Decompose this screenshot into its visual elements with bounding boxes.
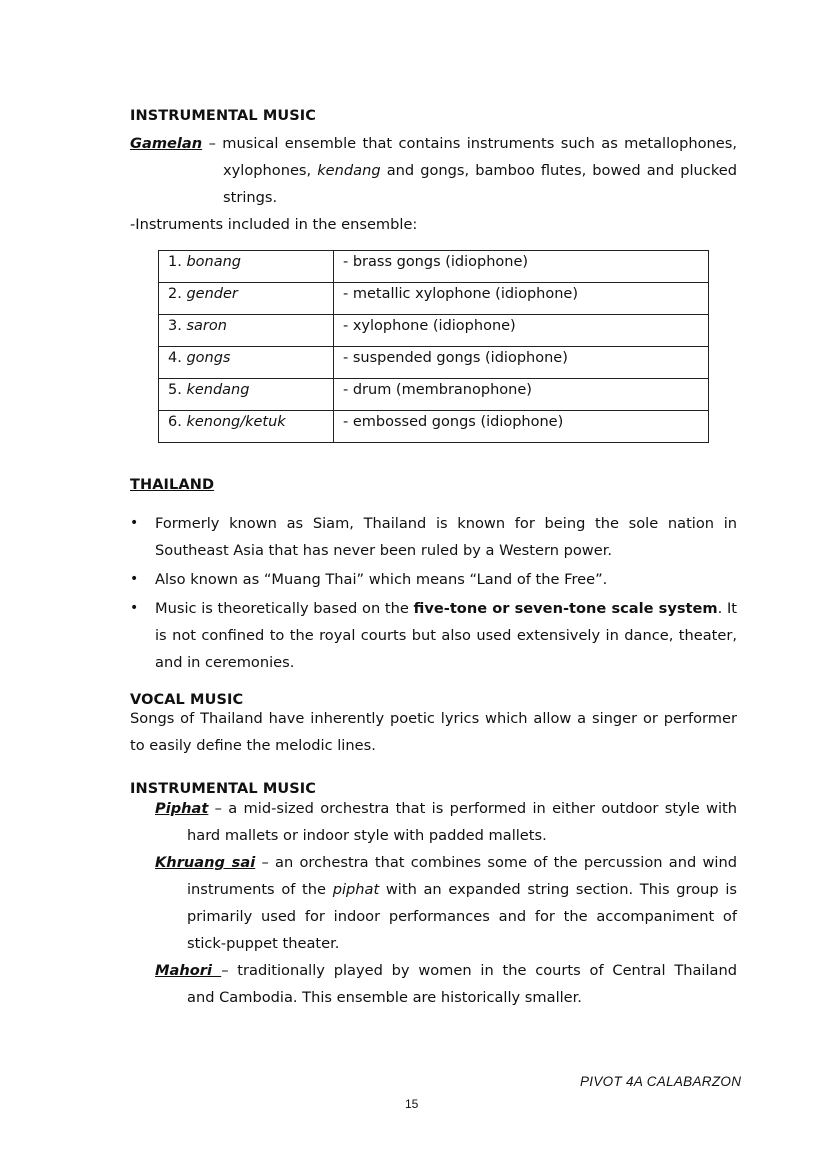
- instrument-name: gongs: [186, 350, 231, 366]
- khruang-line1: [155, 853, 737, 873]
- instrument-number: 1.: [168, 254, 187, 270]
- instrument-name-cell: [159, 411, 334, 443]
- instrument-description: - metallic xylophone (idiophone): [334, 283, 709, 315]
- bullet3-line1: [155, 599, 737, 619]
- vocal-music-heading: VOCAL MUSIC: [130, 692, 244, 708]
- instrument-row: [159, 315, 709, 347]
- gamelan-definition-line1: [130, 134, 737, 154]
- section-heading-instrumental-music: INSTRUMENTAL MUSIC: [130, 108, 317, 124]
- instrument-number: 4.: [168, 350, 187, 366]
- instrument-name: gender: [186, 286, 238, 302]
- instrument-number: 2.: [168, 286, 187, 302]
- gamelan-definition-line3: strings.: [223, 189, 278, 206]
- khruang-line2-text-b: with an expanded string section. This group is: [379, 881, 737, 898]
- instrument-number: 6.: [168, 414, 187, 430]
- bullet2: Also known as “Muang Thai” which means “Land of the Free”.: [155, 571, 608, 588]
- khruang-line2-text-a: instruments of the: [187, 881, 333, 898]
- gamelan-term: Gamelan: [130, 135, 203, 152]
- khruang-line4: stick-puppet theater.: [187, 935, 340, 952]
- instrument-name: kendang: [186, 382, 250, 398]
- gamelan-line2-text-a: xylophones,: [223, 162, 318, 179]
- instrument-name-cell: [159, 251, 334, 283]
- kendang-italic: kendang: [317, 162, 381, 179]
- instrument-row: [159, 347, 709, 379]
- instruments-table: [158, 250, 709, 443]
- instrument-description: - drum (membranophone): [334, 379, 709, 411]
- bullet-dot: •: [130, 600, 139, 616]
- vocal-line1: Songs of Thailand have inherently poetic lyrics which allow a singer or performer: [130, 710, 737, 727]
- bullet3-line2: is not confined to the royal courts but also used extensively in dance, theater,: [155, 627, 737, 644]
- bullet-dot: •: [130, 571, 139, 587]
- bullet-dot: •: [130, 515, 139, 531]
- piphat-definition-text: – a mid-sized orchestra that is performed in either outdoor style with: [208, 800, 737, 817]
- khruang-sai-term: Khruang sai: [155, 854, 256, 871]
- scale-system-bold: five-tone or seven-tone scale system: [413, 600, 718, 617]
- mahori-definition-text: – traditionally played by women in the courts of Central Thailand: [221, 962, 737, 979]
- instrument-name: saron: [186, 318, 227, 334]
- instrument-name-cell: [159, 379, 334, 411]
- section-heading-instrumental-music-thailand: INSTRUMENTAL MUSIC: [130, 781, 317, 797]
- instrument-name-cell: [159, 347, 334, 379]
- bullet1-line2: Southeast Asia that has never been ruled by a Western power.: [155, 542, 613, 559]
- bullet3-text-b: . It: [717, 600, 737, 617]
- piphat-italic: piphat: [332, 881, 380, 898]
- instrument-description: - suspended gongs (idiophone): [334, 347, 709, 379]
- gamelan-definition-text: – musical ensemble that contains instruments such as metallophones,: [202, 135, 737, 152]
- instrument-description: - brass gongs (idiophone): [334, 251, 709, 283]
- mahori-line2: and Cambodia. This ensemble are historically smaller.: [187, 989, 582, 1006]
- instrument-name-cell: [159, 283, 334, 315]
- instrument-row: [159, 283, 709, 315]
- piphat-line2: hard mallets or indoor style with padded mallets.: [187, 827, 547, 844]
- mahori-term: Mahori: [155, 962, 222, 979]
- khruang-line2: [187, 880, 737, 900]
- gamelan-line2-text-b: and gongs, bamboo flutes, bowed and plucked: [380, 162, 737, 179]
- instrument-row: [159, 411, 709, 443]
- mahori-line1: [155, 961, 737, 981]
- instrument-number: 5.: [168, 382, 187, 398]
- bullet3-line3: and in ceremonies.: [155, 654, 295, 671]
- vocal-line2: to easily define the melodic lines.: [130, 737, 376, 754]
- khruang-definition-text: – an orchestra that combines some of the percussion and wind: [255, 854, 738, 871]
- page-number: 15: [405, 1097, 419, 1111]
- instruments-intro: -Instruments included in the ensemble:: [130, 216, 418, 233]
- instrument-number: 3.: [168, 318, 187, 334]
- instrument-name: kenong/ketuk: [186, 414, 286, 430]
- khruang-line3: primarily used for indoor performances and for the accompaniment of: [187, 908, 737, 925]
- instrument-row: [159, 379, 709, 411]
- instrument-name-cell: [159, 315, 334, 347]
- instrument-description: - embossed gongs (idiophone): [334, 411, 709, 443]
- footer-label: PIVOT 4A CALABARZON: [580, 1074, 742, 1089]
- instrument-description: - xylophone (idiophone): [334, 315, 709, 347]
- bullet3-text-a: Music is theoretically based on the: [155, 600, 414, 617]
- thailand-heading: THAILAND: [130, 477, 215, 493]
- bullet1-line1: Formerly known as Siam, Thailand is known for being the sole nation in: [155, 515, 737, 532]
- piphat-line1: [155, 799, 737, 819]
- instrument-row: [159, 251, 709, 283]
- piphat-term: Piphat: [155, 800, 209, 817]
- gamelan-definition-line2: [223, 161, 737, 181]
- instrument-name: bonang: [186, 254, 241, 270]
